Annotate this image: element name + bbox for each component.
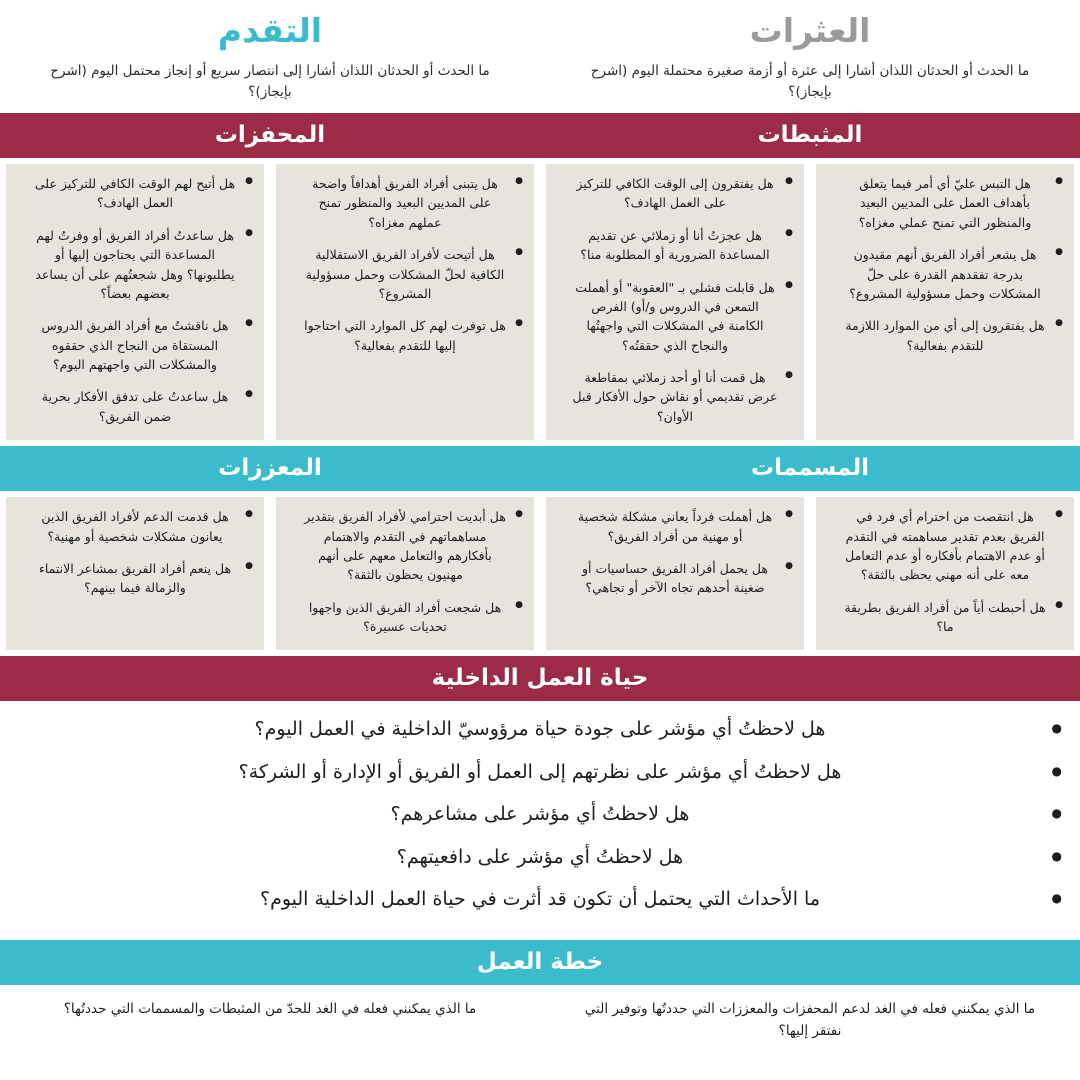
list-item: ● ما الأحداث التي يحتمل أن تكون قد أثرت في حياة العمل الداخلية اليوم؟	[0, 885, 1080, 914]
list-item: ● هل لاحظتُ أي مؤشر على مشاعرهم؟	[0, 800, 1080, 829]
toxins-column-left	[540, 497, 810, 650]
list-item: ● هل عجزتُ أنا أو زملائي عن تقديم المساعدة الضرورية أو المطلوبة منا؟	[558, 226, 792, 265]
list-item: ● هل قدمت الدعم لأفراد الفريق الذين يعانون مشكلات شخصية أو مهنية؟	[18, 507, 252, 546]
catalysts-column-left	[0, 164, 270, 440]
inhibitors-column-left	[540, 164, 810, 440]
toxins-card-left	[546, 497, 804, 650]
band-label-inhibitors: المثبطات	[540, 113, 1080, 158]
list-item: ● هل ساعدتُ على تدفق الأفكار بحرية ضمن الفريق؟	[18, 387, 252, 426]
list-item: ● هل أتيحت لأفراد الفريق الاستقلالية الكافية لحلّ المشكلات وحمل مسؤولية المشروع؟	[288, 245, 522, 303]
list-item: ● هل لاحظتُ أي مؤشر على دافعيتهم؟	[0, 843, 1080, 872]
list-item: ● هل أتيح لهم الوقت الكافي للتركيز على العمل الهادف؟	[18, 174, 252, 213]
nourishers-card-left	[6, 497, 264, 650]
inhibitors-list-right	[828, 174, 1062, 355]
inhibitors-card-right	[816, 164, 1074, 440]
action-plan-content	[0, 985, 1080, 1042]
list-item: ● هل يفتقرون إلى أي من الموارد اللازمة للتقدم بفعالية؟	[828, 316, 1062, 355]
toxins-nourishers-content	[0, 497, 1080, 650]
catalysts-list-right	[288, 174, 522, 355]
band-label-inner-work-life: حياة العمل الداخلية	[0, 656, 1080, 701]
inner-work-life-list	[0, 715, 1080, 914]
band-action-plan	[0, 940, 1080, 985]
list-item: ● هل يفتقرون إلى الوقت الكافي للتركيز على العمل الهادف؟	[558, 174, 792, 213]
band-label-nourishers: المعززات	[0, 446, 540, 491]
inhibitors-catalysts-content	[0, 164, 1080, 440]
inhibitors-list-left	[558, 174, 792, 426]
toxins-column-right	[810, 497, 1080, 650]
toxins-list-right	[828, 507, 1062, 636]
progress-description: ما الحدث أو الحدثان اللذان أشارا إلى انتصار سريع أو إنجاز محتمل اليوم (اشرح بإيجاز)؟	[50, 63, 490, 101]
list-item: ● هل ناقشتُ مع أفراد الفريق الدروس المستقاة من النجاح الذي حققوه والمشكلات التي واجهتهم اليوم؟	[18, 316, 252, 374]
nourishers-list-right	[288, 507, 522, 636]
nourishers-column-left	[0, 497, 270, 650]
nourishers-card-right	[276, 497, 534, 650]
top-headers	[0, 0, 1080, 107]
list-item: ● هل قابلت فشلي بـ "العقوبة" أو أهملت التمعن في الدروس و/أو) الفرص الكامنة في المشكلات التي واجهتُها والنجاح الذي حققتُه؟	[558, 278, 792, 356]
catalysts-card-right	[276, 164, 534, 440]
list-item: ● هل ينعم أفراد الفريق بمشاعر الانتماء والزمالة فيما بينهم؟	[18, 559, 252, 598]
list-item: ● هل ساعدتُ أفراد الفريق أو وفرتُ لهم المساعدة التي يحتاجون إليها أو يطلبونها؟ وهل شجعتُهم على أن يساعد بعضهم بعضاً؟	[18, 226, 252, 304]
band-label-action-plan: خطة العمل	[0, 940, 1080, 985]
band-inhibitors-catalysts	[0, 113, 1080, 158]
list-item: ● هل يشعر أفراد الفريق أنهم مقيدون بدرجة تفقدهم القدرة على حلّ المشكلات وحمل مسؤولية المشروع؟	[828, 245, 1062, 303]
list-item: ● هل لاحظتُ أي مؤشر على جودة حياة مرؤوسيّ الداخلية في العمل اليوم؟	[0, 715, 1080, 744]
band-label-toxins: المسممات	[540, 446, 1080, 491]
setbacks-header	[540, 10, 1080, 103]
catalysts-column-right	[270, 164, 540, 440]
inhibitors-card-left	[546, 164, 804, 440]
progress-header	[0, 10, 540, 103]
inhibitors-column-right	[810, 164, 1080, 440]
progress-title: التقدم	[217, 11, 323, 50]
setbacks-title: العثرات	[749, 11, 871, 50]
list-item: ● هل يحمل أفراد الفريق حساسيات أو ضغينة أحدهم تجاه الآخر أو تجاهي؟	[558, 559, 792, 598]
list-item: ● هل التبس عليّ أي أمر فيما يتعلق بأهداف العمل على المديين البعيد والمنظور التي تمنح عملي مغزاه؟	[828, 174, 1062, 232]
list-item: ● هل أبديت احترامي لأفراد الفريق بتقدير مساهماتهم في التقدم والاهتمام بأفكارهم والتعامل معهم على أنهم مهنيون يحظون بالثقة؟	[288, 507, 522, 585]
nourishers-column-right	[270, 497, 540, 650]
list-item: ● هل توفرت لهم كل الموارد التي احتاجوا إليها للتقدم بفعالية؟	[288, 316, 522, 355]
catalysts-list-left	[18, 174, 252, 426]
band-toxins-nourishers	[0, 446, 1080, 491]
list-item: ● هل انتقصت من احترام أي فرد في الفريق بعدم تقدير مساهمته في التقدم أو عدم الاهتمام بأفكاره أو عدم التعامل معه على أنه مهني يحظى بالثقة؟	[828, 507, 1062, 585]
toxins-card-right	[816, 497, 1074, 650]
band-label-catalysts: المحفزات	[0, 113, 540, 158]
action-plan-left-text: ما الذي يمكنني فعله في الغد للحدّ من المثبطات والمسممات التي حددتُها؟	[63, 1000, 477, 1017]
list-item: ● هل لاحظتُ أي مؤشر على نظرتهم إلى العمل أو الفريق أو الإدارة أو الشركة؟	[0, 758, 1080, 787]
band-inner-work-life	[0, 656, 1080, 701]
setbacks-description: ما الحدث أو الحدثان اللذان أشارا إلى عثرة أو أزمة صغيرة محتملة اليوم (اشرح بإيجاز)؟	[590, 63, 1030, 101]
list-item: ● هل يتبنى أفراد الفريق أهدافاً واضحة على المديين البعيد والمنظور تمنح عملهم مغزاه؟	[288, 174, 522, 232]
list-item: ● هل أحبطت أياً من أفراد الفريق بطريقة ما؟	[828, 598, 1062, 637]
nourishers-list-left	[18, 507, 252, 598]
toxins-list-left	[558, 507, 792, 598]
list-item: ● هل قمت أنا أو أحد زملائي بمقاطعة عرض تقديمي أو نقاش حول الأفكار قبل الأوان؟	[558, 368, 792, 426]
catalysts-card-left	[6, 164, 264, 440]
inner-work-life-content	[0, 701, 1080, 934]
list-item: ● هل أهملت فرداً يعاني مشكلة شخصية أو مهنية من أفراد الفريق؟	[558, 507, 792, 546]
list-item: ● هل شجعت أفراد الفريق الذين واجهوا تحديات عسيرة؟	[288, 598, 522, 637]
action-plan-right-text: ما الذي يمكنني فعله في الغد لدعم المحفزات والمعززات التي حددتُها وتوفير التي نفتقر إليها؟	[584, 1000, 1036, 1039]
